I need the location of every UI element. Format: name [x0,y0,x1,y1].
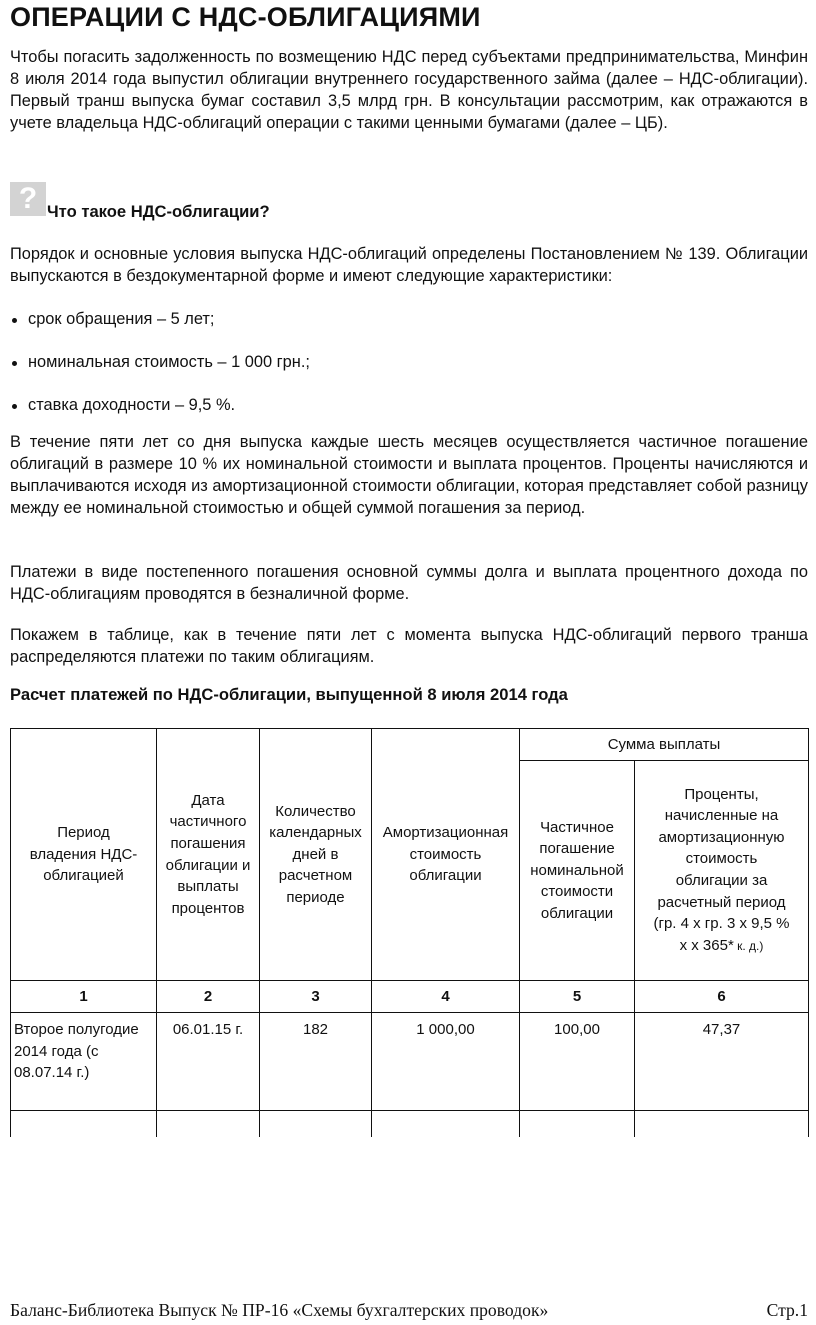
cell-date: 06.01.15 г. [157,1013,260,1111]
payments-paragraph: Платежи в виде постепенного погашения основной суммы долга и выплата процентного дохода по НДС-облигациям проводятся в безналичной форме. [10,563,808,603]
bullet-icon [12,404,17,409]
list-item: срок обращения – 5 лет; [10,308,610,351]
characteristics-list [10,308,610,437]
header-days: Количество календарных дней в расчетном периоде [260,729,372,981]
list-item: ставка доходности – 9,5 %. [10,394,610,437]
column-number: 4 [372,981,520,1013]
table-column-numbers [11,981,809,1013]
question-mark-icon: ? [10,182,46,216]
column-number: 1 [11,981,157,1013]
cell-partial-redemption: 100,00 [520,1013,635,1111]
column-number: 3 [260,981,372,1013]
payments-table [10,728,809,1137]
header-amortized-value: Амортизационная стоимость облигации [372,729,520,981]
question-heading [10,182,430,222]
cell-days: 182 [260,1013,372,1111]
table-header-row [11,729,809,761]
column-number: 5 [520,981,635,1013]
footer-publication: Баланс-Библиотека Выпуск № ПР-16 «Схемы бухгалтерских проводок» [10,1300,549,1320]
table-caption: Расчет платежей по НДС-облигации, выпущенной 8 июля 2014 года [10,685,568,704]
page-number: Стр.1 [766,1300,808,1320]
column-number: 2 [157,981,260,1013]
page-footer [10,1300,808,1321]
header-date: Дата частичного погашения облигации и выплаты процентов [157,729,260,981]
column-number: 6 [635,981,809,1013]
list-item: номинальная стоимость – 1 000 грн.; [10,351,610,394]
question-title: Что такое НДС-облигации? [47,202,270,221]
header-interest: Проценты, начисленные на амортизационную стоимость облигации за расчетный период (гр. 4 х гр. 3 х 9,5 % х х 365* к. д.) [635,761,809,981]
bullet-icon [12,361,17,366]
table-row [11,1013,809,1111]
cell-amortized-value: 1 000,00 [372,1013,520,1111]
redemption-paragraph: В течение пяти лет со дня выпуска каждые шесть месяцев осуществляется частичное погашение облигаций в размере 10 % их номинальной стоимости и выплата процентов. Проценты начисляются и выплачиваются исходя из амортизационной стоимости облигации, которая представляет собой разницу между ее номинальной стоимостью и общей суммой погашения за период. [10,433,808,517]
conditions-paragraph: Порядок и основные условия выпуска НДС-облигаций определены Постановлением № 139. Облигации выпускаются в бездокументарной форме и имеют следующие характеристики: [10,245,808,285]
header-payment-sum: Сумма выплаты [520,729,809,761]
header-period: Период владения НДС-облигацией [11,729,157,981]
table-intro-paragraph: Покажем в таблице, как в течение пяти лет с момента выпуска НДС-облигаций первого транша распределяются платежи по таким облигациям. [10,626,808,666]
cell-period: Второе полугодие 2014 года (с 08.07.14 г.) [11,1013,157,1111]
cell-interest: 47,37 [635,1013,809,1111]
page-title: ОПЕРАЦИИ С НДС-ОБЛИГАЦИЯМИ [10,2,481,32]
table-row-empty [11,1111,809,1137]
intro-paragraph: Чтобы погасить задолженность по возмещению НДС перед субъектами предпринимательства, Минфин 8 июля 2014 года выпустил облигации внутреннего государственного займа (далее – НДС-облигации). Первый транш выпуска бумаг составил 3,5 млрд грн. В консультации рассмотрим, как отражаются в учете владельца НДС-облигаций операции с такими ценными бумагами (далее – ЦБ). [10,48,808,132]
header-partial-redemption: Частичное погашение номинальной стоимости облигации [520,761,635,981]
bullet-icon [12,318,17,323]
